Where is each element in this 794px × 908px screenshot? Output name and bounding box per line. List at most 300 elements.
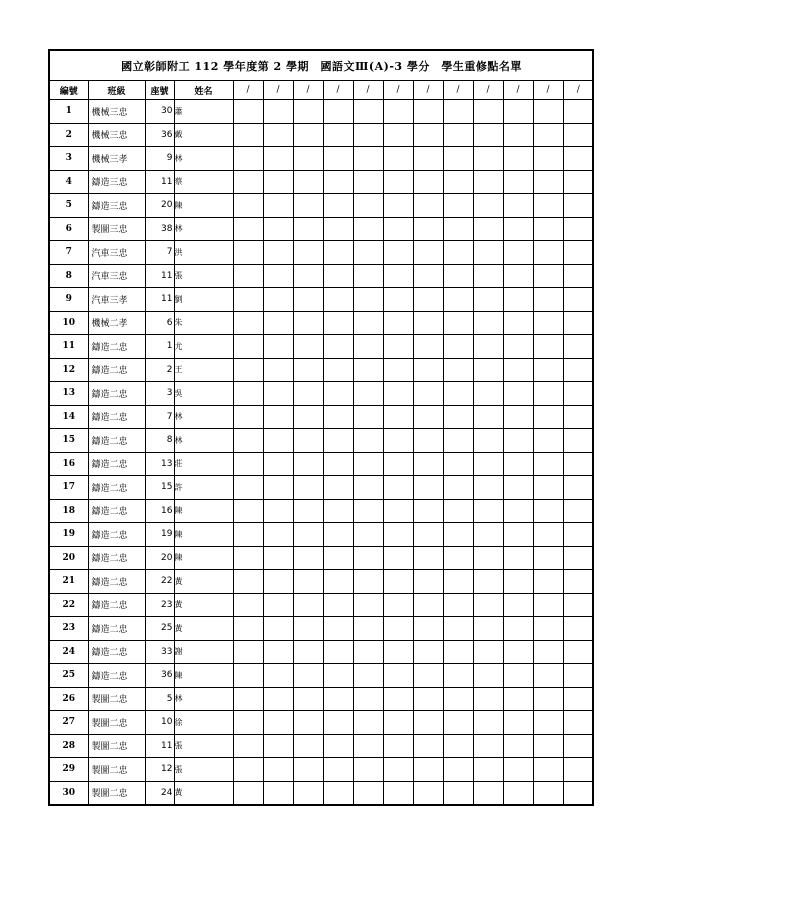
attendance-cell[interactable] xyxy=(383,147,413,171)
attendance-cell[interactable] xyxy=(233,476,263,500)
attendance-cell[interactable] xyxy=(353,617,383,641)
attendance-cell[interactable] xyxy=(293,311,323,335)
attendance-cell[interactable] xyxy=(413,264,443,288)
attendance-cell[interactable] xyxy=(353,734,383,758)
attendance-cell[interactable] xyxy=(353,311,383,335)
attendance-cell[interactable] xyxy=(443,405,473,429)
attendance-cell[interactable] xyxy=(443,100,473,124)
attendance-cell[interactable] xyxy=(353,781,383,804)
attendance-cell[interactable] xyxy=(503,570,533,594)
attendance-cell[interactable] xyxy=(383,358,413,382)
attendance-cell[interactable] xyxy=(473,499,503,523)
attendance-cell[interactable] xyxy=(353,358,383,382)
attendance-cell[interactable] xyxy=(563,217,593,241)
attendance-cell[interactable] xyxy=(233,452,263,476)
attendance-cell[interactable] xyxy=(533,711,563,735)
attendance-cell[interactable] xyxy=(503,241,533,265)
attendance-cell[interactable] xyxy=(263,499,293,523)
attendance-cell[interactable] xyxy=(263,711,293,735)
attendance-cell[interactable] xyxy=(263,147,293,171)
attendance-cell[interactable] xyxy=(413,523,443,547)
attendance-cell[interactable] xyxy=(233,617,263,641)
attendance-cell[interactable] xyxy=(443,194,473,218)
attendance-cell[interactable] xyxy=(293,570,323,594)
attendance-cell[interactable] xyxy=(503,264,533,288)
attendance-cell[interactable] xyxy=(293,382,323,406)
attendance-cell[interactable] xyxy=(383,711,413,735)
attendance-cell[interactable] xyxy=(473,429,503,453)
attendance-cell[interactable] xyxy=(383,311,413,335)
attendance-cell[interactable] xyxy=(563,687,593,711)
attendance-cell[interactable] xyxy=(353,570,383,594)
attendance-cell[interactable] xyxy=(533,570,563,594)
attendance-cell[interactable] xyxy=(563,335,593,359)
attendance-cell[interactable] xyxy=(293,264,323,288)
attendance-cell[interactable] xyxy=(413,194,443,218)
attendance-cell[interactable] xyxy=(383,593,413,617)
attendance-cell[interactable] xyxy=(443,617,473,641)
attendance-cell[interactable] xyxy=(413,452,443,476)
attendance-cell[interactable] xyxy=(413,593,443,617)
attendance-cell[interactable] xyxy=(293,123,323,147)
attendance-cell[interactable] xyxy=(353,123,383,147)
attendance-cell[interactable] xyxy=(563,452,593,476)
attendance-cell[interactable] xyxy=(503,382,533,406)
attendance-cell[interactable] xyxy=(563,288,593,312)
attendance-cell[interactable] xyxy=(383,194,413,218)
attendance-cell[interactable] xyxy=(293,617,323,641)
attendance-cell[interactable] xyxy=(563,570,593,594)
attendance-cell[interactable] xyxy=(533,687,563,711)
attendance-cell[interactable] xyxy=(413,382,443,406)
attendance-cell[interactable] xyxy=(233,382,263,406)
attendance-cell[interactable] xyxy=(473,734,503,758)
attendance-cell[interactable] xyxy=(563,123,593,147)
attendance-cell[interactable] xyxy=(443,358,473,382)
attendance-cell[interactable] xyxy=(383,499,413,523)
attendance-cell[interactable] xyxy=(263,217,293,241)
attendance-cell[interactable] xyxy=(473,170,503,194)
attendance-cell[interactable] xyxy=(233,288,263,312)
attendance-cell[interactable] xyxy=(353,476,383,500)
attendance-cell[interactable] xyxy=(563,100,593,124)
attendance-cell[interactable] xyxy=(563,640,593,664)
attendance-cell[interactable] xyxy=(263,311,293,335)
attendance-cell[interactable] xyxy=(533,664,563,688)
attendance-cell[interactable] xyxy=(503,429,533,453)
attendance-cell[interactable] xyxy=(473,452,503,476)
attendance-cell[interactable] xyxy=(263,664,293,688)
attendance-cell[interactable] xyxy=(443,546,473,570)
attendance-cell[interactable] xyxy=(503,711,533,735)
attendance-cell[interactable] xyxy=(443,170,473,194)
attendance-cell[interactable] xyxy=(293,499,323,523)
attendance-cell[interactable] xyxy=(293,170,323,194)
attendance-cell[interactable] xyxy=(503,499,533,523)
attendance-cell[interactable] xyxy=(503,593,533,617)
attendance-cell[interactable] xyxy=(293,664,323,688)
attendance-cell[interactable] xyxy=(353,264,383,288)
attendance-cell[interactable] xyxy=(533,523,563,547)
attendance-cell[interactable] xyxy=(533,617,563,641)
attendance-cell[interactable] xyxy=(533,123,563,147)
attendance-cell[interactable] xyxy=(233,147,263,171)
attendance-cell[interactable] xyxy=(233,546,263,570)
attendance-cell[interactable] xyxy=(503,523,533,547)
attendance-cell[interactable] xyxy=(293,288,323,312)
attendance-cell[interactable] xyxy=(443,734,473,758)
attendance-cell[interactable] xyxy=(443,781,473,804)
attendance-cell[interactable] xyxy=(533,499,563,523)
attendance-cell[interactable] xyxy=(473,664,503,688)
attendance-cell[interactable] xyxy=(353,640,383,664)
attendance-cell[interactable] xyxy=(413,711,443,735)
attendance-cell[interactable] xyxy=(443,664,473,688)
attendance-cell[interactable] xyxy=(233,123,263,147)
attendance-cell[interactable] xyxy=(473,593,503,617)
attendance-cell[interactable] xyxy=(293,711,323,735)
attendance-cell[interactable] xyxy=(533,288,563,312)
attendance-cell[interactable] xyxy=(503,405,533,429)
attendance-cell[interactable] xyxy=(473,781,503,804)
attendance-cell[interactable] xyxy=(563,382,593,406)
attendance-cell[interactable] xyxy=(563,734,593,758)
attendance-cell[interactable] xyxy=(443,476,473,500)
attendance-cell[interactable] xyxy=(353,523,383,547)
attendance-cell[interactable] xyxy=(563,311,593,335)
attendance-cell[interactable] xyxy=(533,429,563,453)
attendance-cell[interactable] xyxy=(323,452,353,476)
attendance-cell[interactable] xyxy=(263,170,293,194)
attendance-cell[interactable] xyxy=(533,358,563,382)
attendance-cell[interactable] xyxy=(563,758,593,782)
attendance-cell[interactable] xyxy=(233,264,263,288)
attendance-cell[interactable] xyxy=(263,335,293,359)
attendance-cell[interactable] xyxy=(413,241,443,265)
attendance-cell[interactable] xyxy=(413,687,443,711)
attendance-cell[interactable] xyxy=(563,617,593,641)
attendance-cell[interactable] xyxy=(323,476,353,500)
attendance-cell[interactable] xyxy=(413,170,443,194)
attendance-cell[interactable] xyxy=(503,123,533,147)
attendance-cell[interactable] xyxy=(473,523,503,547)
attendance-cell[interactable] xyxy=(353,170,383,194)
attendance-cell[interactable] xyxy=(413,123,443,147)
attendance-cell[interactable] xyxy=(293,781,323,804)
attendance-cell[interactable] xyxy=(473,687,503,711)
attendance-cell[interactable] xyxy=(233,664,263,688)
attendance-cell[interactable] xyxy=(353,405,383,429)
attendance-cell[interactable] xyxy=(323,264,353,288)
attendance-cell[interactable] xyxy=(563,405,593,429)
attendance-cell[interactable] xyxy=(323,100,353,124)
attendance-cell[interactable] xyxy=(263,570,293,594)
attendance-cell[interactable] xyxy=(533,241,563,265)
attendance-cell[interactable] xyxy=(383,123,413,147)
attendance-cell[interactable] xyxy=(563,711,593,735)
attendance-cell[interactable] xyxy=(443,452,473,476)
attendance-cell[interactable] xyxy=(263,264,293,288)
attendance-cell[interactable] xyxy=(383,264,413,288)
attendance-cell[interactable] xyxy=(353,499,383,523)
attendance-cell[interactable] xyxy=(263,194,293,218)
attendance-cell[interactable] xyxy=(383,687,413,711)
attendance-cell[interactable] xyxy=(413,734,443,758)
attendance-cell[interactable] xyxy=(233,499,263,523)
attendance-cell[interactable] xyxy=(323,241,353,265)
attendance-cell[interactable] xyxy=(533,194,563,218)
attendance-cell[interactable] xyxy=(413,640,443,664)
attendance-cell[interactable] xyxy=(293,640,323,664)
attendance-cell[interactable] xyxy=(263,241,293,265)
attendance-cell[interactable] xyxy=(263,523,293,547)
attendance-cell[interactable] xyxy=(473,100,503,124)
attendance-cell[interactable] xyxy=(533,100,563,124)
attendance-cell[interactable] xyxy=(323,335,353,359)
attendance-cell[interactable] xyxy=(233,194,263,218)
attendance-cell[interactable] xyxy=(413,758,443,782)
attendance-cell[interactable] xyxy=(563,170,593,194)
attendance-cell[interactable] xyxy=(293,452,323,476)
attendance-cell[interactable] xyxy=(563,194,593,218)
attendance-cell[interactable] xyxy=(503,170,533,194)
attendance-cell[interactable] xyxy=(263,452,293,476)
attendance-cell[interactable] xyxy=(233,335,263,359)
attendance-cell[interactable] xyxy=(503,217,533,241)
attendance-cell[interactable] xyxy=(503,781,533,804)
attendance-cell[interactable] xyxy=(443,687,473,711)
attendance-cell[interactable] xyxy=(383,523,413,547)
attendance-cell[interactable] xyxy=(533,758,563,782)
attendance-cell[interactable] xyxy=(293,523,323,547)
attendance-cell[interactable] xyxy=(443,758,473,782)
attendance-cell[interactable] xyxy=(323,405,353,429)
attendance-cell[interactable] xyxy=(293,593,323,617)
attendance-cell[interactable] xyxy=(263,546,293,570)
attendance-cell[interactable] xyxy=(383,640,413,664)
attendance-cell[interactable] xyxy=(383,170,413,194)
attendance-cell[interactable] xyxy=(413,664,443,688)
attendance-cell[interactable] xyxy=(413,429,443,453)
attendance-cell[interactable] xyxy=(293,241,323,265)
attendance-cell[interactable] xyxy=(233,311,263,335)
attendance-cell[interactable] xyxy=(323,546,353,570)
attendance-cell[interactable] xyxy=(353,288,383,312)
attendance-cell[interactable] xyxy=(293,546,323,570)
attendance-cell[interactable] xyxy=(473,311,503,335)
attendance-cell[interactable] xyxy=(443,382,473,406)
attendance-cell[interactable] xyxy=(443,217,473,241)
attendance-cell[interactable] xyxy=(323,640,353,664)
attendance-cell[interactable] xyxy=(293,734,323,758)
attendance-cell[interactable] xyxy=(353,194,383,218)
attendance-cell[interactable] xyxy=(263,476,293,500)
attendance-cell[interactable] xyxy=(413,405,443,429)
attendance-cell[interactable] xyxy=(533,781,563,804)
attendance-cell[interactable] xyxy=(293,194,323,218)
attendance-cell[interactable] xyxy=(473,617,503,641)
attendance-cell[interactable] xyxy=(383,429,413,453)
attendance-cell[interactable] xyxy=(323,194,353,218)
attendance-cell[interactable] xyxy=(263,593,293,617)
attendance-cell[interactable] xyxy=(353,335,383,359)
attendance-cell[interactable] xyxy=(473,358,503,382)
attendance-cell[interactable] xyxy=(323,758,353,782)
attendance-cell[interactable] xyxy=(503,194,533,218)
attendance-cell[interactable] xyxy=(323,147,353,171)
attendance-cell[interactable] xyxy=(233,429,263,453)
attendance-cell[interactable] xyxy=(233,640,263,664)
attendance-cell[interactable] xyxy=(563,264,593,288)
attendance-cell[interactable] xyxy=(383,241,413,265)
attendance-cell[interactable] xyxy=(533,452,563,476)
attendance-cell[interactable] xyxy=(263,429,293,453)
attendance-cell[interactable] xyxy=(293,758,323,782)
attendance-cell[interactable] xyxy=(353,147,383,171)
attendance-cell[interactable] xyxy=(533,593,563,617)
attendance-cell[interactable] xyxy=(443,288,473,312)
attendance-cell[interactable] xyxy=(323,429,353,453)
attendance-cell[interactable] xyxy=(383,405,413,429)
attendance-cell[interactable] xyxy=(563,523,593,547)
attendance-cell[interactable] xyxy=(353,217,383,241)
attendance-cell[interactable] xyxy=(263,123,293,147)
attendance-cell[interactable] xyxy=(383,100,413,124)
attendance-cell[interactable] xyxy=(533,170,563,194)
attendance-cell[interactable] xyxy=(473,570,503,594)
attendance-cell[interactable] xyxy=(503,640,533,664)
attendance-cell[interactable] xyxy=(563,499,593,523)
attendance-cell[interactable] xyxy=(503,617,533,641)
attendance-cell[interactable] xyxy=(293,147,323,171)
attendance-cell[interactable] xyxy=(323,217,353,241)
attendance-cell[interactable] xyxy=(413,217,443,241)
attendance-cell[interactable] xyxy=(293,429,323,453)
attendance-cell[interactable] xyxy=(503,546,533,570)
attendance-cell[interactable] xyxy=(323,311,353,335)
attendance-cell[interactable] xyxy=(473,264,503,288)
attendance-cell[interactable] xyxy=(353,593,383,617)
attendance-cell[interactable] xyxy=(263,382,293,406)
attendance-cell[interactable] xyxy=(443,640,473,664)
attendance-cell[interactable] xyxy=(473,711,503,735)
attendance-cell[interactable] xyxy=(443,711,473,735)
attendance-cell[interactable] xyxy=(323,734,353,758)
attendance-cell[interactable] xyxy=(563,781,593,804)
attendance-cell[interactable] xyxy=(233,100,263,124)
attendance-cell[interactable] xyxy=(383,617,413,641)
attendance-cell[interactable] xyxy=(413,617,443,641)
attendance-cell[interactable] xyxy=(533,405,563,429)
attendance-cell[interactable] xyxy=(323,523,353,547)
attendance-cell[interactable] xyxy=(323,687,353,711)
attendance-cell[interactable] xyxy=(353,429,383,453)
attendance-cell[interactable] xyxy=(323,781,353,804)
attendance-cell[interactable] xyxy=(473,288,503,312)
attendance-cell[interactable] xyxy=(233,170,263,194)
attendance-cell[interactable] xyxy=(263,758,293,782)
attendance-cell[interactable] xyxy=(413,288,443,312)
attendance-cell[interactable] xyxy=(233,593,263,617)
attendance-cell[interactable] xyxy=(293,335,323,359)
attendance-cell[interactable] xyxy=(563,593,593,617)
attendance-cell[interactable] xyxy=(323,170,353,194)
attendance-cell[interactable] xyxy=(413,499,443,523)
attendance-cell[interactable] xyxy=(413,335,443,359)
attendance-cell[interactable] xyxy=(443,264,473,288)
attendance-cell[interactable] xyxy=(533,640,563,664)
attendance-cell[interactable] xyxy=(413,476,443,500)
attendance-cell[interactable] xyxy=(323,711,353,735)
attendance-cell[interactable] xyxy=(353,711,383,735)
attendance-cell[interactable] xyxy=(233,687,263,711)
attendance-cell[interactable] xyxy=(413,781,443,804)
attendance-cell[interactable] xyxy=(233,358,263,382)
attendance-cell[interactable] xyxy=(443,311,473,335)
attendance-cell[interactable] xyxy=(503,288,533,312)
attendance-cell[interactable] xyxy=(443,499,473,523)
attendance-cell[interactable] xyxy=(443,429,473,453)
attendance-cell[interactable] xyxy=(263,100,293,124)
attendance-cell[interactable] xyxy=(443,335,473,359)
attendance-cell[interactable] xyxy=(443,241,473,265)
attendance-cell[interactable] xyxy=(413,570,443,594)
attendance-cell[interactable] xyxy=(443,123,473,147)
attendance-cell[interactable] xyxy=(503,335,533,359)
attendance-cell[interactable] xyxy=(443,523,473,547)
attendance-cell[interactable] xyxy=(293,405,323,429)
attendance-cell[interactable] xyxy=(323,617,353,641)
attendance-cell[interactable] xyxy=(263,640,293,664)
attendance-cell[interactable] xyxy=(353,382,383,406)
attendance-cell[interactable] xyxy=(413,358,443,382)
attendance-cell[interactable] xyxy=(563,241,593,265)
attendance-cell[interactable] xyxy=(323,593,353,617)
attendance-cell[interactable] xyxy=(563,429,593,453)
attendance-cell[interactable] xyxy=(353,758,383,782)
attendance-cell[interactable] xyxy=(383,546,413,570)
attendance-cell[interactable] xyxy=(353,100,383,124)
attendance-cell[interactable] xyxy=(233,570,263,594)
attendance-cell[interactable] xyxy=(383,452,413,476)
attendance-cell[interactable] xyxy=(503,100,533,124)
attendance-cell[interactable] xyxy=(473,241,503,265)
attendance-cell[interactable] xyxy=(533,335,563,359)
attendance-cell[interactable] xyxy=(263,617,293,641)
attendance-cell[interactable] xyxy=(263,734,293,758)
attendance-cell[interactable] xyxy=(383,288,413,312)
attendance-cell[interactable] xyxy=(233,758,263,782)
attendance-cell[interactable] xyxy=(263,405,293,429)
attendance-cell[interactable] xyxy=(443,147,473,171)
attendance-cell[interactable] xyxy=(503,476,533,500)
attendance-cell[interactable] xyxy=(503,664,533,688)
attendance-cell[interactable] xyxy=(563,546,593,570)
attendance-cell[interactable] xyxy=(293,476,323,500)
attendance-cell[interactable] xyxy=(233,523,263,547)
attendance-cell[interactable] xyxy=(383,781,413,804)
attendance-cell[interactable] xyxy=(293,217,323,241)
attendance-cell[interactable] xyxy=(503,734,533,758)
attendance-cell[interactable] xyxy=(383,570,413,594)
attendance-cell[interactable] xyxy=(533,264,563,288)
attendance-cell[interactable] xyxy=(533,311,563,335)
attendance-cell[interactable] xyxy=(473,382,503,406)
attendance-cell[interactable] xyxy=(503,452,533,476)
attendance-cell[interactable] xyxy=(323,499,353,523)
attendance-cell[interactable] xyxy=(323,123,353,147)
attendance-cell[interactable] xyxy=(353,241,383,265)
